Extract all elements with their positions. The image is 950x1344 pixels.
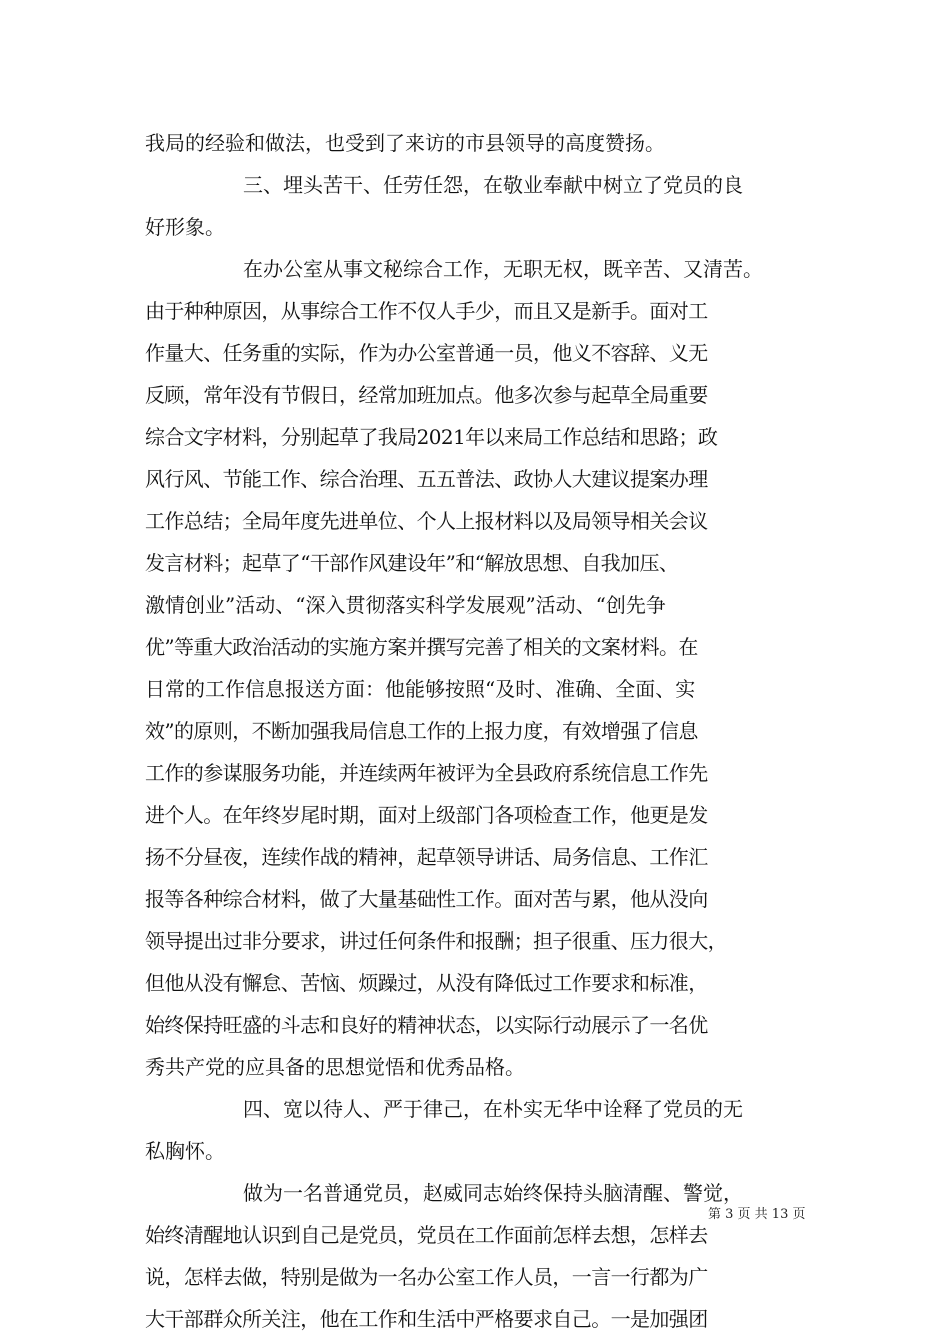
text-line: 日常的工作信息报送方面：他能够按照“及时、准确、全面、实 bbox=[145, 677, 696, 701]
text-line: 但他从没有懈怠、苦恼、烦躁过，从没有降低过工作要求和标准， bbox=[145, 971, 708, 995]
text-line: 私胸怀。 bbox=[145, 1139, 225, 1163]
text-line: 秀共产党的应具备的思想觉悟和优秀品格。 bbox=[145, 1055, 525, 1079]
text-line: 领导提出过非分要求，讲过任何条件和报酬；担子很重、压力很大， bbox=[145, 929, 727, 953]
text-line: 效”的原则，不断加强我局信息工作的上报力度，有效增强了信息 bbox=[145, 719, 698, 743]
text-line: 扬不分昼夜，连续作战的精神，起草领导讲话、局务信息、工作汇 bbox=[145, 845, 708, 869]
text-line: 发言材料；起草了“干部作风建设年”和“解放思想、自我加压、 bbox=[145, 551, 679, 575]
text-line: 始终清醒地认识到自己是党员，党员在工作面前怎样去想，怎样去 bbox=[145, 1223, 708, 1247]
text-line: 工作的参谋服务功能，并连续两年被评为全县政府系统信息工作先 bbox=[145, 761, 708, 785]
text-line: 始终保持旺盛的斗志和良好的精神状态，以实际行动展示了一名优 bbox=[145, 1013, 708, 1037]
text-line: 报等各种综合材料，做了大量基础性工作。面对苦与累，他从没向 bbox=[145, 887, 708, 911]
text-line: 综合文字材料，分别起草了我局2021年以来局工作总结和思路；政 bbox=[145, 425, 718, 449]
text-line: 大干部群众所关注，他在工作和生活中严格要求自己。一是加强团 bbox=[145, 1307, 708, 1331]
text-line: 说，怎样去做，特别是做为一名办公室工作人员，一言一行都为广 bbox=[145, 1265, 708, 1289]
document-body bbox=[145, 122, 815, 1340]
page-number-footer: 第 3 页 共 13 页 bbox=[708, 1207, 806, 1222]
text-line: 我局的经验和做法，也受到了来访的市县领导的高度赞扬。 bbox=[145, 131, 665, 155]
text-line: 进个人。在年终岁尾时期，面对上级部门各项检查工作，他更是发 bbox=[145, 803, 708, 827]
text-line: 工作总结；全局年度先进单位、个人上报材料以及局领导相关会议 bbox=[145, 509, 708, 533]
text-line: 作量大、任务重的实际，作为办公室普通一员，他义不容辞、义无 bbox=[145, 341, 708, 365]
paragraph-start: 在办公室从事文秘综合工作，无职无权，既辛苦、又清苦。 bbox=[243, 257, 763, 281]
paragraph-start: 做为一名普通党员，赵威同志始终保持头脑清醒、警觉， bbox=[243, 1181, 743, 1205]
text-line: 激情创业”活动、“深入贯彻落实科学发展观”活动、“创先争 bbox=[145, 593, 666, 617]
text-line: 优”等重大政治活动的实施方案并撰写完善了相关的文案材料。在 bbox=[145, 635, 698, 659]
text-line: 由于种种原因，从事综合工作不仅人手少，而且又是新手。面对工 bbox=[145, 299, 708, 323]
text-line: 反顾，常年没有节假日，经常加班加点。他多次参与起草全局重要 bbox=[145, 383, 708, 407]
section-heading-three: 三、埋头苦干、任劳任怨，在敬业奉献中树立了党员的良 bbox=[243, 173, 743, 197]
text-line: 风行风、节能工作、综合治理、五五普法、政协人大建议提案办理 bbox=[145, 467, 708, 491]
section-heading-four: 四、宽以待人、严于律己，在朴实无华中诠释了党员的无 bbox=[243, 1097, 743, 1121]
text-line: 好形象。 bbox=[145, 215, 225, 239]
